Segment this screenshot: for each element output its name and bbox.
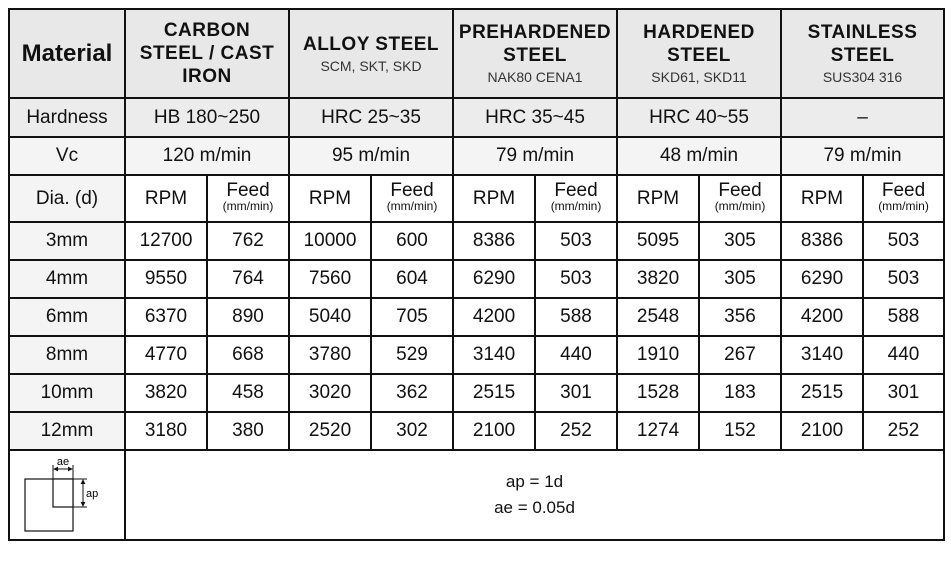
feed-value: 301 bbox=[535, 374, 617, 412]
feed-value: 380 bbox=[207, 412, 289, 450]
group-name-line: STEEL / CAST bbox=[139, 43, 275, 64]
feed-value: 440 bbox=[863, 336, 944, 374]
diameter-value: 4mm bbox=[9, 260, 125, 298]
vc-value: 79 m/min bbox=[453, 137, 617, 175]
rpm-value: 5040 bbox=[289, 298, 371, 336]
diameter-value: 12mm bbox=[9, 412, 125, 450]
rpm-value: 6290 bbox=[781, 260, 863, 298]
cut-depth-diagram bbox=[23, 455, 111, 535]
table-row bbox=[9, 374, 944, 412]
ae-formula: ae = 0.05d bbox=[494, 498, 575, 517]
table-row bbox=[9, 298, 944, 336]
feed-unit: (mm/min) bbox=[222, 198, 274, 213]
group-header-alloy-steel bbox=[289, 9, 453, 98]
feed-unit: (mm/min) bbox=[550, 198, 602, 213]
feed-value: 305 bbox=[699, 260, 781, 298]
rpm-value: 2548 bbox=[617, 298, 699, 336]
feed-unit: (mm/min) bbox=[878, 198, 929, 213]
feed-value: 890 bbox=[207, 298, 289, 336]
ap-formula: ap = 1d bbox=[505, 472, 564, 491]
rpm-value: 2515 bbox=[781, 374, 863, 412]
cutting-conditions-table-container bbox=[8, 8, 945, 541]
feed-header-text bbox=[386, 179, 438, 213]
rpm-value: 3820 bbox=[125, 374, 207, 412]
feed-value: 503 bbox=[535, 260, 617, 298]
feed-value: 503 bbox=[863, 260, 944, 298]
feed-value: 529 bbox=[371, 336, 453, 374]
vc-value: 79 m/min bbox=[781, 137, 944, 175]
feed-header bbox=[371, 175, 453, 222]
feed-value: 600 bbox=[371, 222, 453, 260]
rpm-value: 4770 bbox=[125, 336, 207, 374]
ae-label: ae bbox=[56, 456, 70, 468]
rpm-value: 3780 bbox=[289, 336, 371, 374]
cut-formula-cell bbox=[125, 450, 944, 540]
rpm-value: 5095 bbox=[617, 222, 699, 260]
feed-header-text bbox=[550, 179, 602, 213]
group-grades: NAK80 CENA1 bbox=[487, 69, 583, 85]
rpm-value: 4200 bbox=[453, 298, 535, 336]
group-grades: SUS304 316 bbox=[822, 69, 903, 85]
feed-value: 152 bbox=[699, 412, 781, 450]
column-subheader-row bbox=[9, 175, 944, 222]
rpm-value: 2520 bbox=[289, 412, 371, 450]
group-name-line: HARDENED bbox=[643, 22, 755, 43]
footer-row bbox=[9, 450, 944, 540]
feed-value: 301 bbox=[863, 374, 944, 412]
group-name-line: CARBON bbox=[163, 20, 251, 41]
feed-header bbox=[535, 175, 617, 222]
rpm-value: 2100 bbox=[453, 412, 535, 450]
feed-value: 604 bbox=[371, 260, 453, 298]
rpm-value: 2100 bbox=[781, 412, 863, 450]
table-row bbox=[9, 222, 944, 260]
rpm-value: 12700 bbox=[125, 222, 207, 260]
feed-value: 305 bbox=[699, 222, 781, 260]
vc-row bbox=[9, 137, 944, 175]
diameter-value: 8mm bbox=[9, 336, 125, 374]
rpm-value: 2515 bbox=[453, 374, 535, 412]
group-header-prehardened-steel bbox=[453, 9, 617, 98]
group-header-carbon-steel bbox=[125, 9, 289, 98]
feed-value: 705 bbox=[371, 298, 453, 336]
feed-unit: (mm/min) bbox=[714, 198, 766, 213]
feed-value: 458 bbox=[207, 374, 289, 412]
cutting-conditions-table bbox=[8, 8, 945, 541]
rpm-value: 1910 bbox=[617, 336, 699, 374]
rpm-header: RPM bbox=[453, 175, 535, 222]
rpm-value: 3820 bbox=[617, 260, 699, 298]
feed-value: 252 bbox=[535, 412, 617, 450]
feed-label: Feed bbox=[718, 179, 762, 201]
vc-label: Vc bbox=[9, 137, 125, 175]
rpm-header: RPM bbox=[617, 175, 699, 222]
rpm-value: 4200 bbox=[781, 298, 863, 336]
vc-value: 48 m/min bbox=[617, 137, 781, 175]
feed-value: 356 bbox=[699, 298, 781, 336]
rpm-value: 10000 bbox=[289, 222, 371, 260]
vc-value: 95 m/min bbox=[289, 137, 453, 175]
hardness-value: HRC 25~35 bbox=[289, 98, 453, 137]
feed-value: 762 bbox=[207, 222, 289, 260]
rpm-value: 3140 bbox=[453, 336, 535, 374]
ap-label: ap bbox=[86, 488, 99, 500]
feed-value: 362 bbox=[371, 374, 453, 412]
feed-header bbox=[699, 175, 781, 222]
feed-header bbox=[207, 175, 289, 222]
group-name-line: STEEL bbox=[503, 45, 567, 66]
group-name-line: STEEL bbox=[667, 45, 731, 66]
rpm-value: 1528 bbox=[617, 374, 699, 412]
hardness-label: Hardness bbox=[9, 98, 125, 137]
feed-label: Feed bbox=[390, 179, 434, 201]
rpm-value: 6370 bbox=[125, 298, 207, 336]
diameter-value: 6mm bbox=[9, 298, 125, 336]
rpm-value: 8386 bbox=[781, 222, 863, 260]
feed-unit: (mm/min) bbox=[386, 198, 438, 213]
table-row bbox=[9, 412, 944, 450]
rpm-header: RPM bbox=[289, 175, 371, 222]
feed-header bbox=[863, 175, 944, 222]
hardness-value: – bbox=[781, 98, 944, 137]
feed-value: 440 bbox=[535, 336, 617, 374]
group-name-line: STEEL bbox=[830, 45, 895, 66]
rpm-value: 9550 bbox=[125, 260, 207, 298]
diameter-value: 3mm bbox=[9, 222, 125, 260]
group-name-line: ALLOY STEEL bbox=[302, 33, 440, 55]
group-header-stainless-steel bbox=[781, 9, 944, 98]
feed-value: 267 bbox=[699, 336, 781, 374]
diameter-label: Dia. (d) bbox=[9, 175, 125, 222]
cut-region bbox=[53, 479, 73, 507]
feed-value: 252 bbox=[863, 412, 944, 450]
feed-value: 503 bbox=[535, 222, 617, 260]
rpm-value: 3020 bbox=[289, 374, 371, 412]
group-grades: SCM, SKT, SKD bbox=[320, 57, 422, 74]
group-header-hardened-steel bbox=[617, 9, 781, 98]
rpm-value: 3180 bbox=[125, 412, 207, 450]
material-header: Material bbox=[9, 9, 125, 98]
feed-label: Feed bbox=[881, 179, 926, 201]
feed-header-text bbox=[714, 179, 766, 213]
feed-label: Feed bbox=[554, 179, 598, 201]
header-row bbox=[9, 9, 944, 98]
rpm-value: 1274 bbox=[617, 412, 699, 450]
rpm-header: RPM bbox=[125, 175, 207, 222]
group-grades: SKD61, SKD11 bbox=[651, 69, 747, 85]
feed-value: 764 bbox=[207, 260, 289, 298]
feed-header-text bbox=[222, 179, 274, 213]
rpm-value: 8386 bbox=[453, 222, 535, 260]
table-row bbox=[9, 260, 944, 298]
feed-value: 668 bbox=[207, 336, 289, 374]
group-name-line: STAINLESS bbox=[807, 22, 918, 43]
hardness-value: HRC 40~55 bbox=[617, 98, 781, 137]
hardness-row bbox=[9, 98, 944, 137]
feed-label: Feed bbox=[226, 179, 270, 201]
group-name-line: PREHARDENED bbox=[458, 22, 612, 43]
rpm-header: RPM bbox=[781, 175, 863, 222]
feed-value: 503 bbox=[863, 222, 944, 260]
group-name-line: IRON bbox=[182, 66, 232, 87]
table-row bbox=[9, 336, 944, 374]
feed-value: 588 bbox=[535, 298, 617, 336]
hardness-value: HRC 35~45 bbox=[453, 98, 617, 137]
feed-value: 588 bbox=[863, 298, 944, 336]
rpm-value: 7560 bbox=[289, 260, 371, 298]
diameter-value: 10mm bbox=[9, 374, 125, 412]
cut-diagram-cell bbox=[9, 450, 125, 540]
rpm-value: 3140 bbox=[781, 336, 863, 374]
rpm-value: 6290 bbox=[453, 260, 535, 298]
hardness-value: HB 180~250 bbox=[125, 98, 289, 137]
data-rows bbox=[9, 222, 944, 450]
feed-value: 302 bbox=[371, 412, 453, 450]
feed-header-text bbox=[878, 179, 929, 213]
feed-value: 183 bbox=[699, 374, 781, 412]
vc-value: 120 m/min bbox=[125, 137, 289, 175]
